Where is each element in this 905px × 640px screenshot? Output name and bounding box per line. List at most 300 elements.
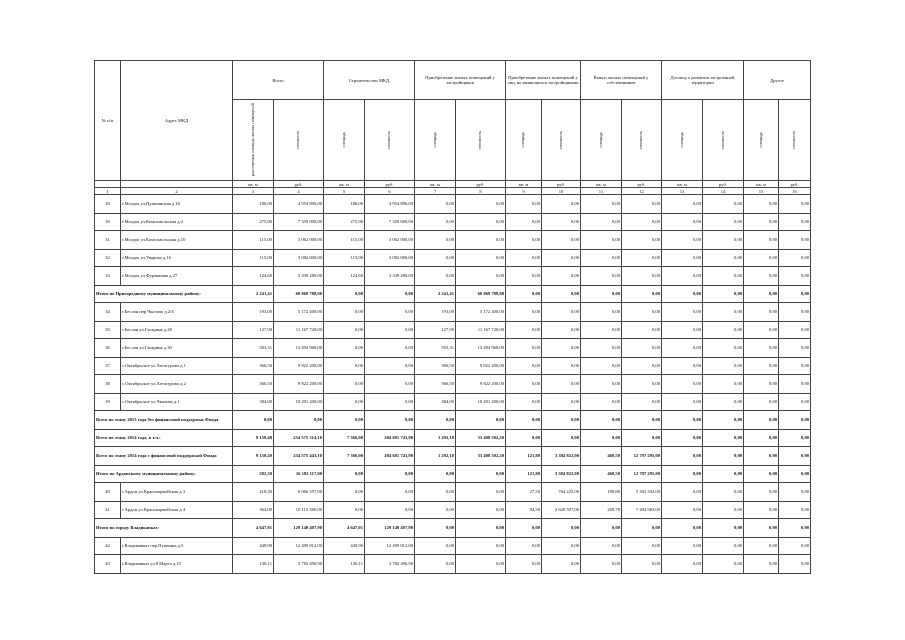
value-cell: 0,00	[779, 537, 811, 555]
value-cell: 0,00	[779, 339, 811, 358]
value-cell: 0,00	[542, 303, 581, 322]
value-cell: 0,00	[542, 321, 581, 339]
value-cell: 0,00	[542, 249, 581, 267]
value-cell: 0,00	[324, 465, 365, 483]
value-cell: 0,00	[324, 303, 365, 322]
value-cell: 0,00	[365, 339, 415, 358]
value-cell: 0,00	[744, 231, 779, 250]
value-cell: 366,50	[233, 375, 274, 394]
value-cell: 9 822 200,00	[274, 357, 324, 375]
value-cell: 0,00	[662, 231, 703, 250]
subheader-cell	[622, 100, 662, 181]
total-row	[95, 519, 811, 538]
table-row	[95, 195, 811, 214]
subheader-label: площадь	[431, 132, 437, 148]
value-cell: 121,80	[506, 447, 542, 466]
table-row	[95, 393, 811, 411]
value-cell: 0,00	[703, 411, 744, 430]
value-cell: 0,00	[703, 267, 744, 286]
subheader-label: расселяемая площадь жилых помещений	[249, 103, 255, 177]
value-cell: 275,90	[233, 213, 274, 231]
value-cell: 124,60	[324, 267, 365, 286]
value-cell: 0,00	[581, 357, 622, 375]
value-cell: 0,00	[415, 231, 456, 250]
unit-cell: руб.	[456, 181, 506, 188]
value-cell: 0,00	[779, 249, 811, 267]
value-cell: 0,00	[662, 267, 703, 286]
value-cell: 7 366,00	[324, 429, 365, 447]
value-cell: 0,00	[581, 393, 622, 411]
value-cell: 12 797 295,00	[622, 447, 662, 466]
value-cell: 0,00	[622, 249, 662, 267]
value-cell: 0,00	[506, 267, 542, 286]
subheader-cell	[506, 100, 542, 181]
value-cell: 0,00	[622, 267, 662, 286]
value-cell: 0,00	[662, 501, 703, 519]
row-address: г.Моздок ул.Комсомольская д.2	[121, 213, 233, 231]
value-cell: 0,00	[365, 321, 415, 339]
value-cell: 0,00	[622, 537, 662, 555]
value-cell: 0,00	[581, 339, 622, 358]
value-cell: 0,00	[542, 537, 581, 555]
subheader-label: стоимость	[638, 130, 644, 150]
value-cell: 0,00	[622, 411, 662, 430]
value-cell: 0,00	[456, 249, 506, 267]
value-cell: 0,00	[744, 393, 779, 411]
value-cell: 13 494 968,00	[456, 339, 506, 358]
value-cell: 503,31	[233, 339, 274, 358]
value-cell: 366,50	[415, 375, 456, 394]
column-number: 1	[95, 188, 121, 195]
row-number: 43	[95, 555, 121, 574]
value-cell: 0,00	[365, 483, 415, 502]
value-cell: 0,00	[622, 303, 662, 322]
value-cell: 0,00	[703, 303, 744, 322]
value-cell: 129 140 407,90	[274, 519, 324, 538]
value-cell: 127,90	[233, 321, 274, 339]
total-row	[95, 447, 811, 466]
value-cell: 0,00	[506, 375, 542, 394]
value-cell: 0,00	[622, 375, 662, 394]
unit-cell: руб.	[779, 181, 811, 188]
value-cell: 0,00	[415, 249, 456, 267]
row-number: 38	[95, 375, 121, 394]
table-row	[95, 483, 811, 502]
value-cell: 0,00	[542, 213, 581, 231]
row-address: г.Беслан ул.Гагарина д.28	[121, 321, 233, 339]
value-cell: 503,31	[415, 339, 456, 358]
row-number: 40	[95, 483, 121, 502]
value-cell: 0,00	[744, 375, 779, 394]
value-cell: 3 384 822,00	[542, 447, 581, 466]
subheader-cell	[233, 100, 274, 181]
value-cell: 254 575 314,10	[274, 429, 324, 447]
value-cell: 9 822 200,00	[274, 375, 324, 394]
resettlement-table	[94, 60, 811, 574]
value-cell: 0,00	[506, 555, 542, 574]
value-cell: 449,90	[324, 537, 365, 555]
value-cell: 3 082 000,00	[365, 249, 415, 267]
value-cell: 0,00	[365, 285, 415, 303]
value-cell: 60 069 788,00	[274, 285, 324, 303]
value-cell: 0,00	[506, 195, 542, 214]
value-cell: 27,50	[506, 483, 542, 502]
header-group: Выкуп жилых помещений у собственников	[581, 61, 662, 100]
value-cell: 0,00	[662, 339, 703, 358]
value-cell: 275,90	[324, 213, 365, 231]
value-cell: 0,00	[779, 321, 811, 339]
subheader-label: стоимость	[791, 130, 797, 150]
value-cell: 0,00	[415, 465, 456, 483]
value-cell: 460,50	[581, 465, 622, 483]
value-cell: 5 172 400,00	[456, 303, 506, 322]
subheader-cell	[779, 100, 811, 181]
value-cell: 136,11	[324, 555, 365, 574]
table-row	[95, 249, 811, 267]
subheader-cell	[456, 100, 506, 181]
value-cell: 0,00	[662, 519, 703, 538]
value-cell: 0,00	[622, 339, 662, 358]
column-number: 15	[744, 188, 779, 195]
value-cell: 0,00	[542, 285, 581, 303]
value-cell: 33 408 502,20	[456, 429, 506, 447]
value-cell: 0,00	[703, 375, 744, 394]
value-cell: 0,00	[622, 555, 662, 574]
table-row	[95, 231, 811, 250]
value-cell: 0,00	[542, 375, 581, 394]
value-cell: 1 292,18	[415, 429, 456, 447]
value-cell: 0,00	[662, 321, 703, 339]
subheader-cell	[324, 100, 365, 181]
value-cell: 0,00	[662, 357, 703, 375]
value-cell: 0,00	[456, 195, 506, 214]
value-cell: 4 647,01	[233, 519, 274, 538]
value-cell: 0,00	[542, 555, 581, 574]
value-cell: 0,00	[662, 483, 703, 502]
value-cell: 186,00	[233, 195, 274, 214]
value-cell: 0,00	[744, 267, 779, 286]
value-cell: 0,00	[662, 213, 703, 231]
row-address: г.Ардон ул.Красноармейская д.3	[121, 483, 233, 502]
value-cell: 0,00	[506, 231, 542, 250]
value-cell: 0,00	[744, 519, 779, 538]
value-cell: 3 082 000,00	[274, 249, 324, 267]
value-cell: 0,00	[662, 285, 703, 303]
unit-cell: кв. м	[324, 181, 365, 188]
value-cell: 0,00	[456, 267, 506, 286]
value-cell: 0,00	[779, 213, 811, 231]
value-cell: 16 182 117,00	[274, 465, 324, 483]
value-cell: 384,00	[415, 393, 456, 411]
value-cell: 193,00	[415, 303, 456, 322]
value-cell: 136,11	[233, 555, 274, 574]
row-number: 42	[95, 537, 121, 555]
table-row	[95, 213, 811, 231]
value-cell: 3 384 822,00	[542, 465, 581, 483]
value-cell: 12 797 295,00	[622, 465, 662, 483]
unit-cell: кв. м	[506, 181, 542, 188]
value-cell: 0,00	[415, 267, 456, 286]
value-cell: 0,00	[581, 285, 622, 303]
value-cell: 0,00	[415, 501, 456, 519]
row-address: с.Октябрьское ул.Чкалова д.1	[121, 393, 233, 411]
value-cell: 0,00	[542, 429, 581, 447]
column-number: 11	[581, 188, 622, 195]
value-cell: 0,00	[581, 537, 622, 555]
row-address: г.Моздок ул.Уварова д.16	[121, 249, 233, 267]
subheader-cell	[365, 100, 415, 181]
value-cell: 4 647,01	[324, 519, 365, 538]
value-cell: 94,30	[506, 501, 542, 519]
value-cell: 3 339 280,00	[274, 267, 324, 286]
subheader-cell	[274, 100, 324, 181]
value-cell: 0,00	[662, 465, 703, 483]
value-cell: 0,00	[581, 411, 622, 430]
document-sheet	[94, 60, 810, 574]
value-cell: 0,00	[324, 357, 365, 375]
value-cell: 269,70	[581, 501, 622, 519]
value-cell: 60 069 788,00	[456, 285, 506, 303]
value-cell: 0,00	[744, 483, 779, 502]
value-cell: 0,00	[456, 519, 506, 538]
column-number: 9	[506, 188, 542, 195]
value-cell: 12 499 912,00	[365, 537, 415, 555]
value-cell: 0,00	[506, 537, 542, 555]
value-cell: 0,00	[506, 357, 542, 375]
value-cell: 115,00	[324, 249, 365, 267]
value-cell: 0,00	[779, 411, 811, 430]
value-cell: 0,00	[744, 501, 779, 519]
value-cell: 0,00	[744, 429, 779, 447]
total-label: Всего по этапу 2014 года, в т.ч.:	[95, 429, 233, 447]
value-cell: 582,30	[233, 465, 274, 483]
value-cell: 0,00	[744, 537, 779, 555]
value-cell: 0,00	[703, 213, 744, 231]
value-cell: 3 782 496,90	[365, 555, 415, 574]
value-cell: 0,00	[415, 483, 456, 502]
value-cell: 0,00	[703, 321, 744, 339]
value-cell: 0,00	[324, 393, 365, 411]
value-cell: 0,00	[779, 303, 811, 322]
value-cell: 0,00	[581, 429, 622, 447]
column-number: 13	[662, 188, 703, 195]
value-cell: 0,00	[324, 321, 365, 339]
value-cell: 0,00	[542, 357, 581, 375]
value-cell: 0,00	[779, 393, 811, 411]
value-cell: 0,00	[542, 195, 581, 214]
unit-cell: кв. м	[662, 181, 703, 188]
value-cell: 0,00	[415, 213, 456, 231]
value-cell: 0,00	[506, 339, 542, 358]
header-group: Приобретение жилых помещений у лиц, не являющихся застройщиками	[506, 61, 581, 100]
value-cell: 7 366,00	[324, 447, 365, 466]
table-header	[95, 61, 811, 195]
value-cell: 0,00	[324, 285, 365, 303]
value-cell: 0,00	[622, 285, 662, 303]
value-cell: 0,00	[703, 537, 744, 555]
unit-cell: руб.	[622, 181, 662, 188]
value-cell: 10 115 560,00	[274, 501, 324, 519]
table-row	[95, 357, 811, 375]
value-cell: 218,30	[233, 483, 274, 502]
unit-cell: кв. м	[233, 181, 274, 188]
value-cell: 0,00	[662, 195, 703, 214]
value-cell: 0,00	[703, 519, 744, 538]
total-label: Итого по Пригородному муниципальному району:	[95, 285, 233, 303]
value-cell: 0,00	[581, 267, 622, 286]
value-cell: 0,00	[365, 393, 415, 411]
value-cell: 0,00	[744, 357, 779, 375]
column-number: 8	[456, 188, 506, 195]
subheader-cell	[744, 100, 779, 181]
value-cell: 9 150,49	[233, 429, 274, 447]
value-cell: 0,00	[703, 555, 744, 574]
row-address: г.Владикавказ пер.Пушкина д.5	[121, 537, 233, 555]
value-cell: 0,00	[506, 303, 542, 322]
value-cell: 0,00	[779, 267, 811, 286]
value-cell: 0,00	[415, 195, 456, 214]
value-cell: 0,00	[365, 375, 415, 394]
row-number: 33	[95, 267, 121, 286]
value-cell: 0,00	[581, 231, 622, 250]
value-cell: 0,00	[274, 411, 324, 430]
value-cell: 3 062 000,00	[274, 231, 324, 250]
table-row	[95, 555, 811, 574]
header-address: Адрес МКД	[121, 61, 233, 181]
value-cell: 5 302 332,00	[622, 483, 662, 502]
value-cell: 33 408 502,20	[456, 447, 506, 466]
value-cell: 0,00	[324, 375, 365, 394]
value-cell: 254 575 443,10	[274, 447, 324, 466]
row-address: г.Моздок ул.Комсомольская д.10	[121, 231, 233, 250]
value-cell: 2 241,41	[415, 285, 456, 303]
value-cell: 0,00	[581, 555, 622, 574]
value-cell: 0,00	[506, 321, 542, 339]
value-cell: 366,50	[233, 357, 274, 375]
value-cell: 0,00	[506, 519, 542, 538]
value-cell: 0,00	[415, 411, 456, 430]
table-row	[95, 267, 811, 286]
total-row	[95, 411, 811, 430]
row-number: 31	[95, 231, 121, 250]
value-cell: 0,00	[622, 321, 662, 339]
value-cell: 0,00	[703, 393, 744, 411]
value-cell: 0,00	[779, 231, 811, 250]
value-cell: 0,00	[456, 213, 506, 231]
value-cell: 0,00	[581, 249, 622, 267]
value-cell: 366,50	[415, 357, 456, 375]
value-cell: 0,00	[506, 285, 542, 303]
value-cell: 0,00	[779, 519, 811, 538]
subheader-cell	[703, 100, 744, 181]
value-cell: 0,00	[703, 501, 744, 519]
value-cell: 11 167 720,00	[274, 321, 324, 339]
subheader-label: стоимость	[477, 130, 483, 150]
row-number: 30	[95, 213, 121, 231]
value-cell: 190,80	[581, 483, 622, 502]
row-number: 41	[95, 501, 121, 519]
subheader-cell	[415, 100, 456, 181]
value-cell: 3 782 496,90	[274, 555, 324, 574]
value-cell: 449,90	[233, 537, 274, 555]
value-cell: 2 241,41	[233, 285, 274, 303]
value-cell: 0,00	[744, 285, 779, 303]
header-group: Договор о развитии застроенной территории	[662, 61, 744, 100]
row-number: 39	[95, 393, 121, 411]
value-cell: 115,00	[324, 231, 365, 250]
value-cell: 0,00	[456, 231, 506, 250]
value-cell: 0,00	[542, 411, 581, 430]
column-number: 12	[622, 188, 662, 195]
value-cell: 0,00	[506, 429, 542, 447]
row-number: 32	[95, 249, 121, 267]
value-cell: 0,00	[779, 555, 811, 574]
unit-cell: кв. м	[744, 181, 779, 188]
value-cell: 1 292,18	[415, 447, 456, 466]
row-address: с.Октябрьское ул.Хетагурова д.1	[121, 357, 233, 375]
unit-cell: руб.	[365, 181, 415, 188]
value-cell: 9 822 200,00	[456, 357, 506, 375]
value-cell: 364,00	[233, 501, 274, 519]
value-cell: 0,00	[779, 483, 811, 502]
column-number: 2	[121, 188, 233, 195]
value-cell: 0,00	[365, 357, 415, 375]
column-number: 7	[415, 188, 456, 195]
value-cell: 0,00	[779, 501, 811, 519]
value-cell: 0,00	[506, 249, 542, 267]
value-cell: 0,00	[622, 213, 662, 231]
column-number: 5	[324, 188, 365, 195]
value-cell: 0,00	[506, 213, 542, 231]
value-cell: 0,00	[703, 231, 744, 250]
value-cell: 0,00	[662, 555, 703, 574]
value-cell: 0,00	[662, 411, 703, 430]
value-cell: 127,90	[415, 321, 456, 339]
value-cell: 0,00	[581, 519, 622, 538]
value-cell: 9 150,49	[233, 447, 274, 466]
subheader-label: площадь	[757, 132, 763, 148]
table-row	[95, 501, 811, 519]
value-cell: 0,00	[662, 303, 703, 322]
column-number: 16	[779, 188, 811, 195]
value-cell: 13 494 968,00	[274, 339, 324, 358]
unit-cell: кв. м	[581, 181, 622, 188]
value-cell: 0,00	[581, 321, 622, 339]
value-cell: 0,00	[324, 411, 365, 430]
header-group: Всего	[233, 61, 324, 100]
value-cell: 0,00	[581, 303, 622, 322]
value-cell: 0,00	[744, 213, 779, 231]
value-cell: 0,00	[779, 447, 811, 466]
value-cell: 0,00	[542, 231, 581, 250]
value-cell: 0,00	[779, 357, 811, 375]
value-cell: 0,00	[703, 429, 744, 447]
value-cell: 0,00	[703, 249, 744, 267]
value-cell: 5 172 400,00	[274, 303, 324, 322]
value-cell: 0,00	[744, 555, 779, 574]
subheader-cell	[581, 100, 622, 181]
header-group: Другое	[744, 61, 811, 100]
value-cell: 3 339 280,00	[365, 267, 415, 286]
value-cell: 0,00	[662, 447, 703, 466]
value-cell: 129 140 407,90	[365, 519, 415, 538]
table-row	[95, 321, 811, 339]
value-cell: 0,00	[744, 321, 779, 339]
value-cell: 0,00	[506, 411, 542, 430]
value-cell: 193,00	[233, 303, 274, 322]
total-row	[95, 465, 811, 483]
value-cell: 3 062 000,00	[365, 231, 415, 250]
